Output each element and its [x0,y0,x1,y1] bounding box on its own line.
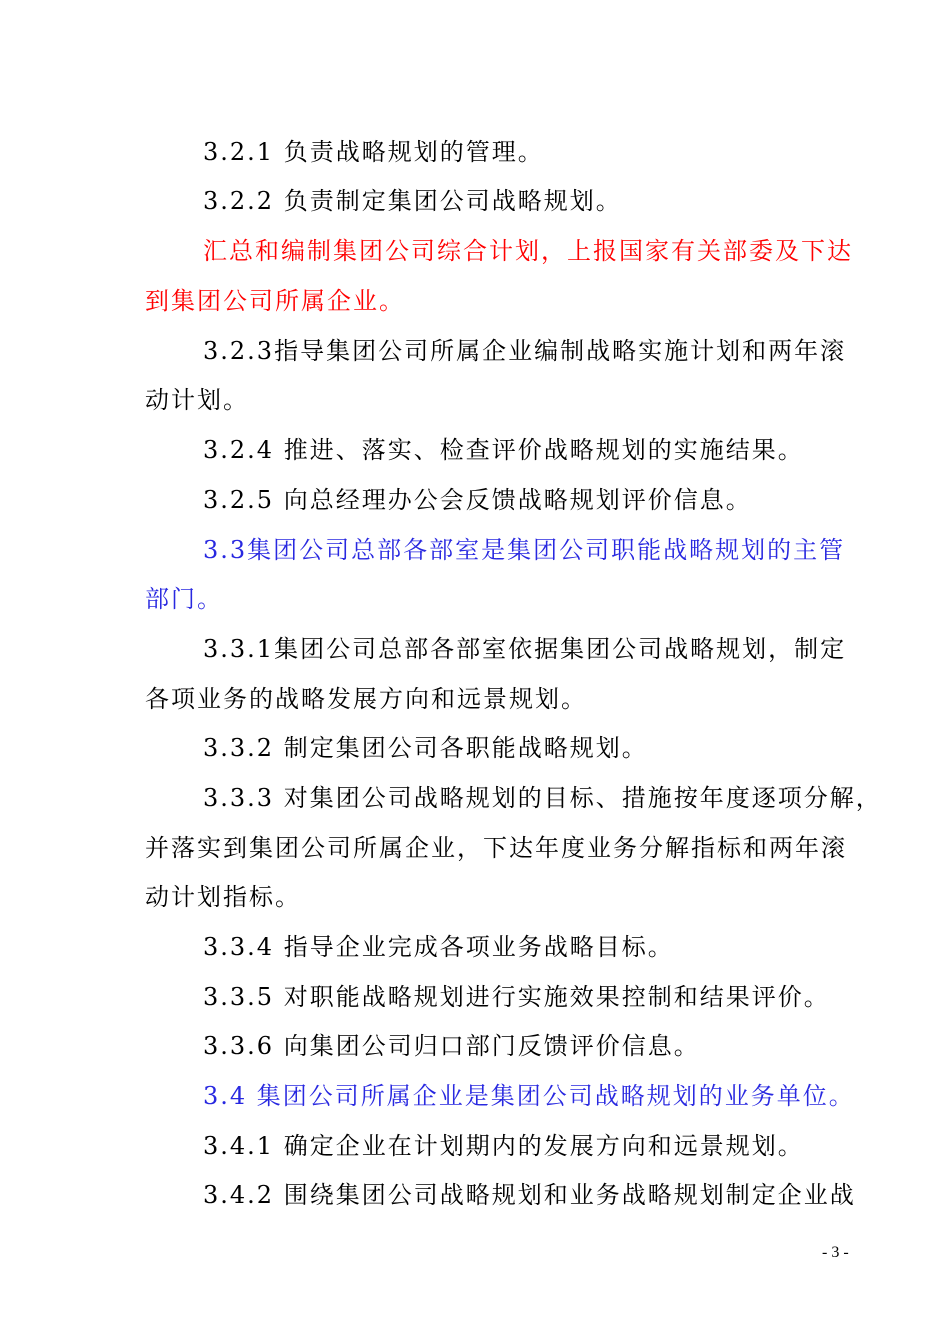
clause-3-3-1-line-2: 各项业务的战略发展方向和远景规划。 [145,685,587,713]
clause-3-3-3-line-2: 并落实到集团公司所属企业，下达年度业务分解指标和两年滚 [145,834,847,862]
clause-3-3-2: 3.3.2 制定集团公司各职能战略规划。 [203,734,648,762]
clause-3-3-4: 3.3.4 指导企业完成各项业务战略目标。 [203,933,674,961]
section-3-3-heading-line-2: 部门。 [145,585,223,613]
clause-3-3-1-line-1: 3.3.1集团公司总部各部室依据集团公司战略规划，制定 [203,635,847,663]
clause-3-2-2: 3.2.2 负责制定集团公司战略规划。 [203,187,622,215]
clause-3-4-1: 3.4.1 确定企业在计划期内的发展方向和远景规划。 [203,1132,804,1160]
clause-3-3-6: 3.3.6 向集团公司归口部门反馈评价信息。 [203,1032,700,1060]
clause-3-3-3-line-3: 动计划指标。 [145,883,301,911]
clause-3-2-5: 3.2.5 向总经理办公会反馈战略规划评价信息。 [203,486,752,514]
section-3-3-heading-line-1: 3.3集团公司总部各部室是集团公司职能战略规划的主管 [203,536,846,564]
clause-3-3-3-line-1: 3.3.3 对集团公司战略规划的目标、措施按年度逐项分解， [203,784,882,812]
red-note-line-1: 汇总和编制集团公司综合计划，上报国家有关部委及下达 [203,237,853,265]
clause-3-2-4: 3.2.4 推进、落实、检查评价战略规划的实施结果。 [203,436,804,464]
clause-3-4-2: 3.4.2 围绕集团公司战略规划和业务战略规划制定企业战 [203,1181,856,1209]
section-3-4-heading: 3.4 集团公司所属企业是集团公司战略规划的业务单位。 [203,1082,855,1110]
clause-3-2-3-line-1: 3.2.3指导集团公司所属企业编制战略实施计划和两年滚 [203,337,847,365]
page-number: - 3 - [822,1244,849,1261]
clause-3-2-3-line-2: 动计划。 [145,386,249,414]
red-note-line-2: 到集团公司所属企业。 [145,287,405,315]
clause-3-3-5: 3.3.5 对职能战略规划进行实施效果控制和结果评价。 [203,983,830,1011]
clause-3-2-1: 3.2.1 负责战略规划的管理。 [203,138,544,166]
